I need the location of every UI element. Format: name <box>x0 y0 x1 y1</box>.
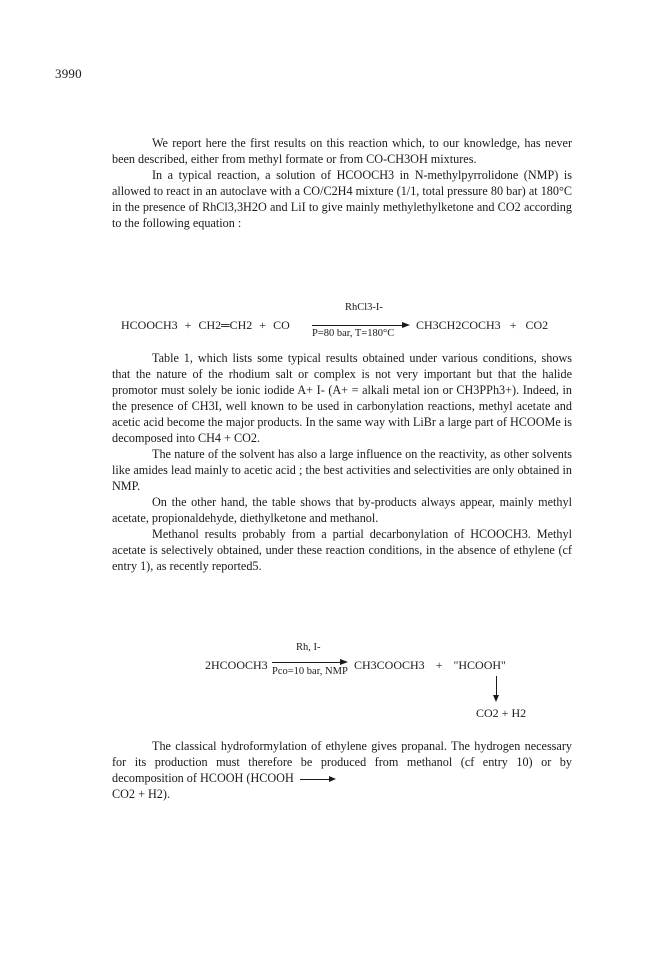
paragraph-2-text: In a typical reaction, a solution of HCOOCH3 in N-methylpyrrolidone (NMP) is allowed to react in an autoclave with a CO/C2H4 mixture (1/1, total pressure 80 bar) at 180°C in the presence of RhCl3,3H2O and LiI to give mainly methylethylketone and CO2 according to the following equation : <box>112 168 572 230</box>
eq1-plus-3: + <box>509 318 517 332</box>
paragraph-5-text: On the other hand, the table shows that by-products always appear, mainly methyl acetate, propionaldehyde, diethylketone and methanol. <box>112 495 572 525</box>
eq1-reactant-1: HCOOCH3 <box>121 318 178 332</box>
eq1-plus-1: + <box>184 318 192 332</box>
eq2-plus: + <box>435 658 443 672</box>
eq2-down-arrow-head <box>493 695 499 702</box>
eq1-product-1: CH3CH2COCH3 <box>416 318 501 332</box>
text-block-intro <box>112 135 572 231</box>
paragraph-2 <box>112 167 572 231</box>
eq2-conditions-label: Pco=10 bar, NMP <box>272 666 348 677</box>
eq1-reactant-3: CO <box>273 318 290 332</box>
eq1-product-2: CO2 <box>525 318 549 332</box>
eq1-catalyst-label: RhCl3-I- <box>345 302 383 313</box>
eq2-down-arrow-line <box>496 676 497 696</box>
text-block-hydroformylation <box>112 738 572 802</box>
page-number: 3990 <box>55 66 82 81</box>
paragraph-7-tail: CO2 + H2). <box>112 787 170 801</box>
paragraph-1 <box>112 135 572 167</box>
eq1-products <box>416 318 548 333</box>
inline-reaction-arrow <box>300 774 336 784</box>
eq2-product-2: "HCOOH" <box>453 658 506 672</box>
paragraph-6-text: Methanol results probably from a partial decarbonylation of HCOOCH3. Methyl acetate is selectively obtained, under these reaction conditions, in the absence of ethylene (cf entry 1), as recently reported5. <box>112 527 572 573</box>
eq2-product-1: CH3COOCH3 <box>354 658 425 672</box>
eq1-reactants <box>121 318 290 333</box>
paragraph-6 <box>112 526 572 574</box>
paragraph-3 <box>112 350 572 446</box>
eq2-reactant: 2HCOOCH3 <box>205 658 268 672</box>
eq2-decomposition-products: CO2 + H2 <box>476 706 527 720</box>
eq1-conditions-label: P=80 bar, T=180°C <box>312 328 395 339</box>
eq1-reactant-2: CH2═CH2 <box>198 318 253 332</box>
paragraph-1-text: We report here the first results on this reaction which, to our knowledge, has never been described, either from methyl formate or from CO-CH3OH mixtures. <box>112 136 572 166</box>
paragraph-4 <box>112 446 572 494</box>
paragraph-3-text: Table 1, which lists some typical results obtained under various conditions, shows that the nature of the rhodium salt or complex is not very important but that the halide promotor must solely be ionic iodide A+ I- (A+ = alkali metal ion or CH3PPh3+). Indeed, in the presence of CH3I, well known to be used in carbonylation reactions, methyl acetate and acetic acid become the major products. In the same way with LiBr a large part of HCOOMe is decomposed into CH4 + CO2. <box>112 351 572 445</box>
eq2-products <box>354 658 506 673</box>
paragraph-7-text: The classical hydroformylation of ethylene gives propanal. The hydrogen necessary for its production must therefore be produced from methanol (cf entry 10) or by decomposition of HCOOH (HCOOH <box>112 739 572 785</box>
eq2-catalyst-label: Rh, I- <box>296 642 321 653</box>
eq1-arrow-head <box>402 322 410 328</box>
paragraph-7 <box>112 738 572 802</box>
eq1-arrow-line <box>312 325 404 326</box>
text-block-results <box>112 350 572 574</box>
paragraph-4-text: The nature of the solvent has also a large influence on the reactivity, as other solvents like amides lead mainly to acetic acid ; the best activities and selectivities are only obtained in NMP. <box>112 447 572 493</box>
paragraph-5 <box>112 494 572 526</box>
eq2-arrow-line <box>272 662 342 663</box>
eq2-arrow-head <box>340 659 348 665</box>
eq1-plus-2: + <box>259 318 267 332</box>
